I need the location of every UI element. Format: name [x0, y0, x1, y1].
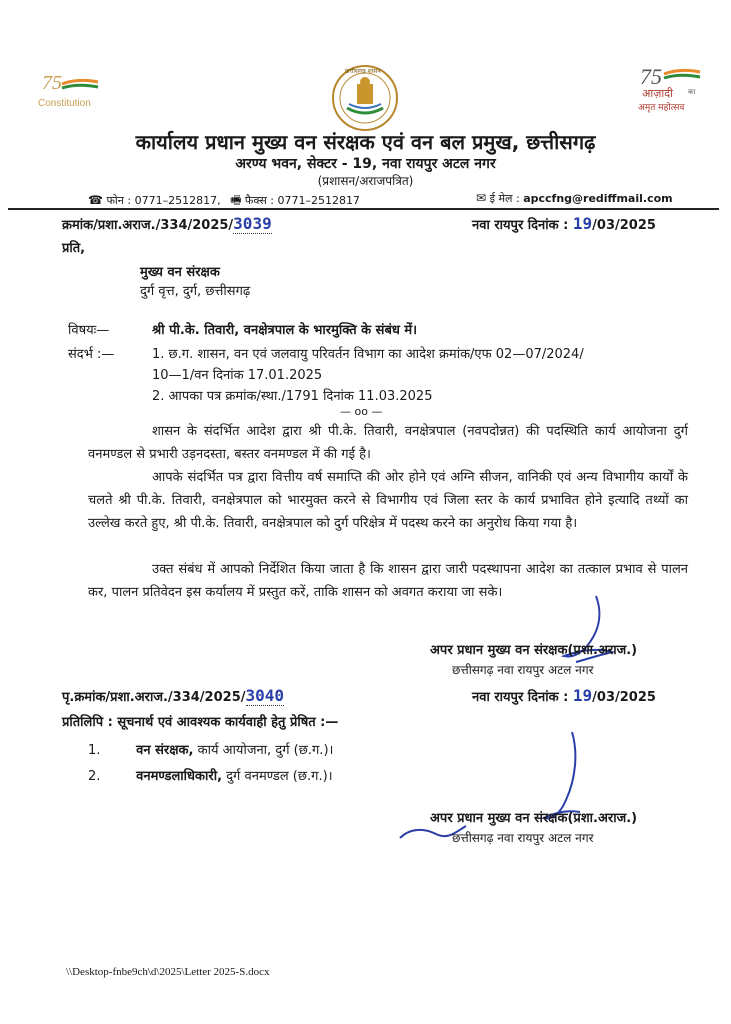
letter-ref-no: [62, 214, 272, 233]
fax-number: फैक्स : 0771–2512817: [244, 194, 360, 207]
phone-icon: ☎: [88, 193, 103, 207]
item-number: 2.: [88, 769, 101, 784]
email-label: ई मेल :: [489, 192, 520, 205]
ref-handwritten: 3040: [245, 686, 285, 705]
logo-number: 75: [640, 64, 662, 89]
copy-item-2: [88, 766, 333, 784]
logo-number: 75: [42, 72, 62, 94]
item-detail: कार्य आयोजना, दुर्ग (छ.ग.)।: [197, 743, 334, 758]
email-address: apccfng@rediffmail.com: [523, 192, 673, 205]
office-address: अरण्य भवन, सेक्टर - 19, नवा रायपुर अटल नगर: [235, 156, 496, 172]
endorsement-ref-no: [62, 686, 284, 705]
endorsement-date: [472, 686, 656, 705]
reference-1a: 1. छ.ग. शासन, वन एवं जलवायु परिवर्तन विभाग का आदेश क्रमांक/एफ 02—07/2024/: [152, 347, 584, 362]
logo-text-bottom: अमृत महोत्सव: [638, 103, 685, 113]
file-path: \\Desktop-fnbe9ch\d\2025\Letter 2025-S.docx: [66, 966, 270, 978]
item-number: 1.: [88, 743, 101, 758]
date-handwritten: 19: [572, 214, 593, 233]
flag-swoosh-icon: [662, 68, 702, 84]
separator: — oo —: [340, 405, 383, 418]
logo-text-small: का: [688, 88, 696, 96]
state-emblem: [331, 64, 399, 132]
item-designation: वन संरक्षक,: [136, 743, 194, 758]
fax-icon: 🖷: [230, 193, 242, 207]
subject-label: विषयः—: [68, 323, 110, 338]
amrit-mahotsav-logo: [636, 64, 706, 112]
reference-2: 2. आपका पत्र क्रमांक/स्था./1791 दिनांक 11.03.2025: [152, 389, 433, 404]
date-handwritten: 19: [572, 686, 593, 705]
signatory-title-1: अपर प्रधान मुख्य वन संरक्षक(प्रशा.अराज.): [430, 643, 638, 658]
date-label: नवा रायपुर दिनांक :: [472, 218, 569, 233]
signatory-place-1: छत्तीसगढ़ नवा रायपुर अटल नगर: [452, 663, 594, 677]
reference-label: संदर्भ :—: [68, 347, 115, 362]
item-designation: वनमण्डलाधिकारी,: [136, 769, 223, 784]
copy-item-1: [88, 740, 333, 758]
constitution-logo: [38, 72, 102, 112]
ref-text: क्रमांक/प्रशा.अराज./334/2025/: [62, 218, 234, 233]
letter-date: [472, 214, 656, 233]
recipient-line-2: दुर्ग वृत्त, दुर्ग, छत्तीसगढ़: [140, 284, 251, 299]
logo-text-top: आज़ादी: [642, 87, 673, 100]
email-row: [476, 191, 673, 206]
ref-handwritten: 3039: [233, 214, 272, 233]
ref-text: पृ.क्रमांक/प्रशा.अराज./334/2025/: [62, 690, 246, 705]
signatory-place-2: छत्तीसगढ़ नवा रायपुर अटल नगर: [452, 831, 594, 845]
paragraph-3: उक्त संबंध में आपको निर्देशित किया जाता है कि शासन द्वारा जारी पदस्थापना आदेश का तत्काल प्रभाव से पालन कर, पालन प्रतिवेदन इस कर्यालय में प्रस्तुत करें, ताकि शासन को अवगत कराया जा सके।: [88, 562, 688, 600]
date-rest: /03/2025: [592, 218, 656, 233]
copy-to-label: प्रतिलिपि : सूचनार्थ एवं आवश्यक कार्यवाही हेतु प्रेषित :—: [62, 715, 339, 730]
to-label: प्रति,: [62, 241, 86, 256]
recipient-line-1: मुख्य वन संरक्षक: [140, 265, 220, 280]
office-department: (प्रशासन/अराजपत्रित): [317, 174, 414, 188]
emblem-text: छत्तीसगढ़ शासन: [345, 68, 381, 75]
paragraph-2: आपके संदर्भित पत्र द्वारा वित्तीय वर्ष समाप्ति की ओर होने एवं अग्नि सीजन, वानिकी एवं अन्य विभागीय कार्यों के चलते श्री पी.के. तिवारी, वनक्षेत्रपाल को भारमुक्त करने से विभागीय एवं जिला स्तर के कार्य प्रभावित होने इत्यादि तथ्यों का उल्लेख करते हुए, श्री पी.के. तिवारी, वनक्षेत्रपाल को दुर्ग परिक्षेत्र में पदस्थ करने का अनुरोध किया गया है।: [88, 470, 688, 531]
paragraph-1: शासन के संदर्भित आदेश द्वारा श्री पी.के. तिवारी, वनक्षेत्रपाल (नवपदोन्नत) की पदस्थिति कार्य आयोजना दुर्ग वनमण्डल से प्रभारी उड़नदस्ता, बस्तर वनमण्डल में की गई है।: [88, 424, 688, 462]
reference-1b: 10—1/वन दिनांक 17.01.2025: [152, 368, 323, 383]
date-label: नवा रायपुर दिनांक :: [472, 690, 569, 705]
email-icon: ✉: [476, 191, 487, 205]
subject-text: श्री पी.के. तिवारी, वनक्षेत्रपाल के भारमुक्ति के संबंध में।: [152, 323, 418, 338]
signatory-title-2: अपर प्रधान मुख्य वन संरक्षक(प्रशा.अराज.): [430, 811, 638, 826]
date-rest: /03/2025: [592, 690, 656, 705]
office-title: कार्यालय प्रधान मुख्य वन संरक्षक एवं वन बल प्रमुख, छत्तीसगढ़: [135, 130, 596, 154]
header-divider: [8, 208, 719, 210]
phone-number: फोन : 0771–2512817,: [106, 194, 221, 207]
item-detail: दुर्ग वनमण्डल (छ.ग.)।: [226, 769, 333, 784]
logo-text: Constitution: [38, 98, 91, 109]
flag-swoosh-icon: [60, 78, 100, 94]
